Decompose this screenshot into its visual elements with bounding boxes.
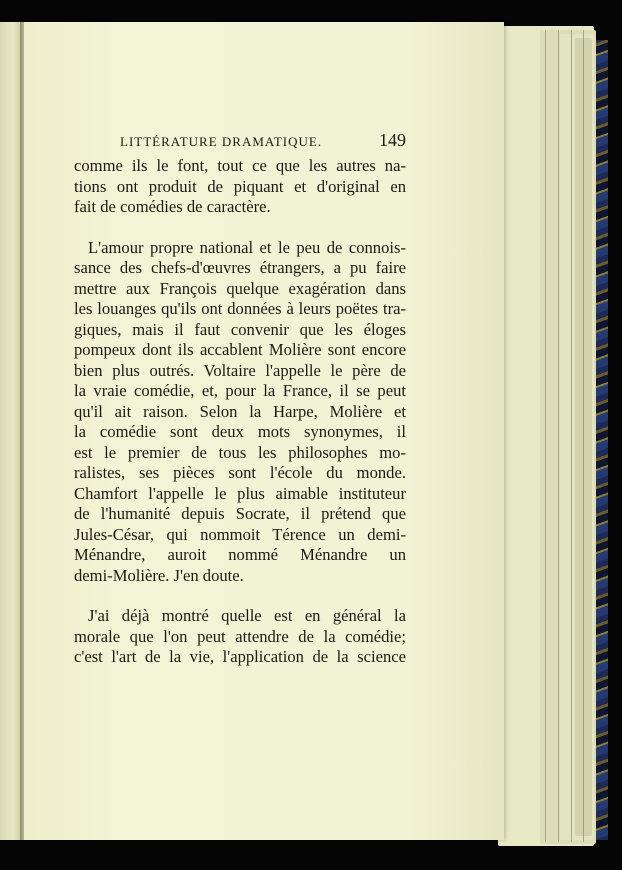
text-line: qu'il ait raison. Selon la Harpe, Molière et xyxy=(74,401,406,421)
paragraph-gap xyxy=(74,586,406,606)
paragraph-3 xyxy=(74,606,406,668)
page-edge-line xyxy=(571,30,572,842)
page-header xyxy=(74,132,406,156)
text-line: morale que l'on peut attendre de la comédie; xyxy=(74,626,406,646)
text-line: les louanges qu'ils ont données à leurs poëtes tra- xyxy=(74,299,406,318)
text-line: demi-Molière. J'en doute. xyxy=(74,565,244,585)
text-line: J'ai déjà montré quelle est en général la xyxy=(88,606,406,625)
text-line: comme ils le font, tout ce que les autres na- xyxy=(74,156,406,175)
text-line: la vraie comédie, et, pour la France, il se peut xyxy=(74,381,406,400)
text-line: Chamfort l'appelle le plus aimable instituteur xyxy=(74,483,406,503)
text-line: giques, mais il faut convenir que les éloges xyxy=(74,319,406,339)
page-number: 149 xyxy=(379,130,406,150)
text-line: L'amour propre national et le peu de connois- xyxy=(88,237,406,257)
text-line: tions ont produit de piquant et d'original en xyxy=(74,176,406,196)
facing-page-edge xyxy=(0,22,22,840)
text-line: fait de comédies de caractère. xyxy=(74,197,271,216)
text-line: pompeux dont ils accablent Molière sont encore xyxy=(74,340,406,359)
text-line: de l'humanité depuis Socrate, il prétend que xyxy=(74,504,406,523)
text-line: ralistes, ses pièces sont l'école du monde. xyxy=(74,463,406,482)
page-edge-line xyxy=(583,30,584,842)
text-line: la comédie sont deux mots synonymes, il xyxy=(74,422,406,441)
paragraph-2 xyxy=(74,238,406,587)
text-line: mettre aux François quelque exagération dans xyxy=(74,278,406,298)
text-line: sance des chefs-d'œuvres étrangers, a pu faire xyxy=(74,258,406,277)
book-page xyxy=(24,22,504,840)
page-text-block xyxy=(74,132,406,668)
page-edge-line xyxy=(558,30,559,842)
page-edge-line xyxy=(545,30,546,842)
running-head: LITTÉRATURE DRAMATIQUE. xyxy=(120,134,323,149)
text-line: Ménandre, auroit nommé Ménandre un xyxy=(74,545,406,564)
text-line: Jules-César, qui nommoit Térence un demi- xyxy=(74,524,406,544)
text-line: est le premier de tous les philosophes mo- xyxy=(74,442,406,462)
text-line: bien plus outrés. Voltaire l'appelle le père de xyxy=(74,360,406,380)
text-line: c'est l'art de la vie, l'application de la science xyxy=(74,647,406,666)
paragraph-gap xyxy=(74,218,406,238)
paragraph-1 xyxy=(74,156,406,218)
